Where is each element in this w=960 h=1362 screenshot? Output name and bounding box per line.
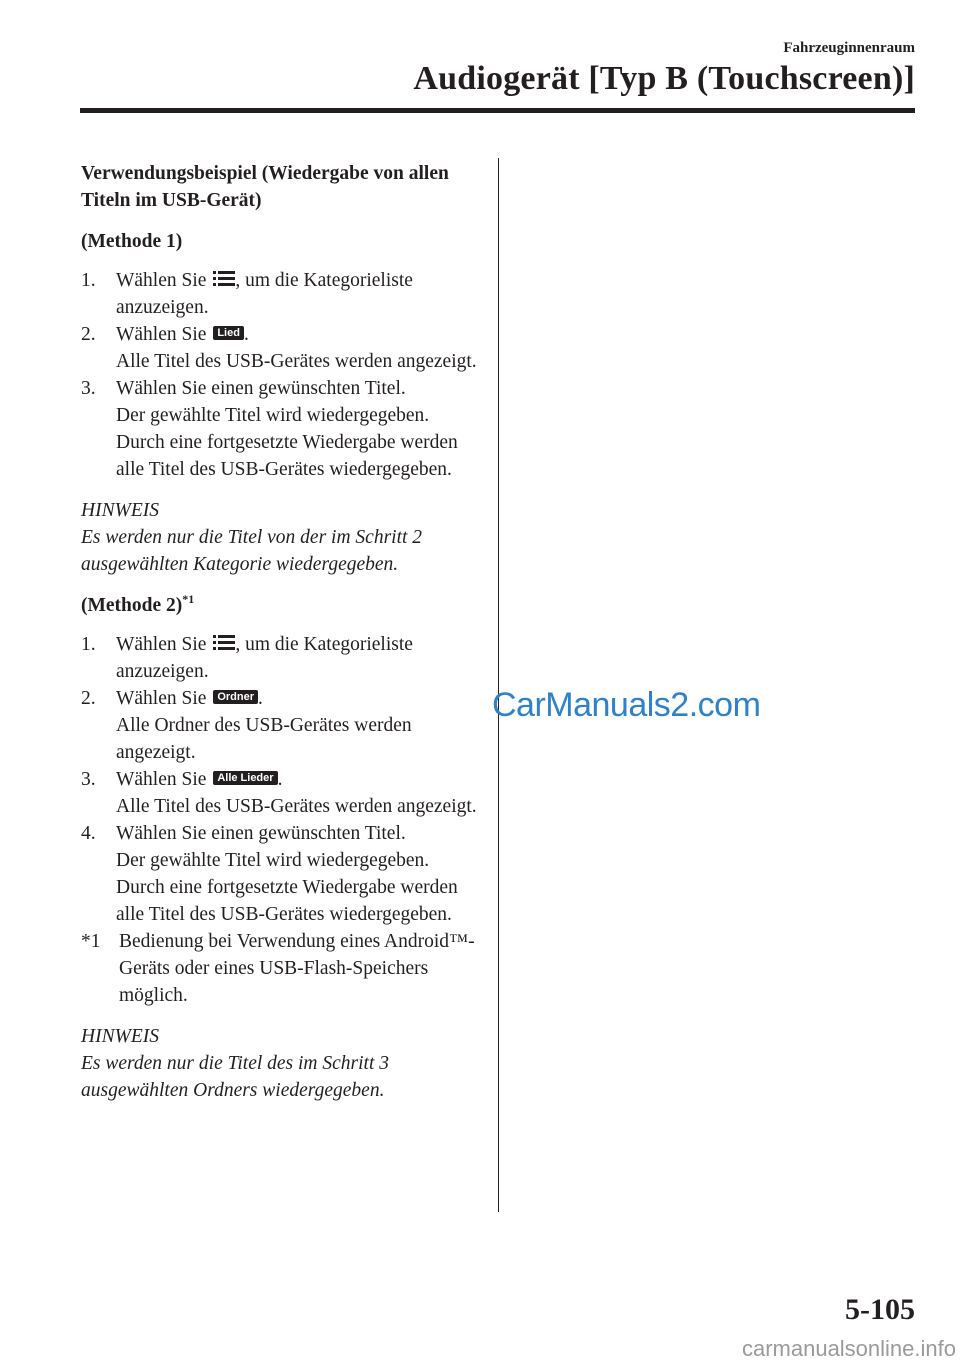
method1-title: (Methode 1) [81, 231, 183, 252]
step-text: . [277, 769, 283, 790]
footnote-reference: *1 [182, 592, 195, 606]
step-detail: Alle Titel des USB-Gerätes werden angezeigt. [116, 796, 477, 817]
method2-step-1 [81, 631, 481, 685]
header-rule [80, 108, 915, 113]
method1-step-3 [81, 375, 481, 483]
step-text: . [243, 324, 249, 345]
watermark: CarManuals2.com [492, 686, 761, 724]
step-detail: Der gewählte Titel wird wiedergegeben. Durch eine fortgesetzte Wiedergabe werden alle Titel des USB-Gerätes wiedergegeben. [116, 850, 458, 925]
list-icon [213, 268, 235, 285]
step-number: 3. [81, 769, 96, 790]
step-detail: Der gewählte Titel wird wiedergegeben. Durch eine fortgesetzte Wiedergabe werden alle Titel des USB-Gerätes wiedergegeben. [116, 405, 458, 480]
footnote [81, 928, 481, 1009]
step-text: Wählen Sie einen gewünschten Titel. [116, 378, 406, 399]
step-number: 3. [81, 378, 96, 399]
header-section: Fahrzeuginnenraum [783, 40, 915, 56]
page-number: 5-105 [845, 1293, 915, 1326]
step-number: 4. [81, 823, 96, 844]
main-content [81, 160, 481, 1104]
note-text: Es werden nur die Titel des im Schritt 3 ausgewählten Ordners wiedergegeben. [81, 1053, 390, 1101]
step-number: 2. [81, 688, 96, 709]
method1-step-1 [81, 267, 481, 321]
step-text: Wählen Sie [116, 769, 207, 790]
method2-step-2 [81, 685, 481, 766]
step-text: Wählen Sie [116, 324, 207, 345]
step-text: , um die Kategorieliste anzuzeigen. [116, 634, 413, 682]
step-text: Wählen Sie einen gewünschten Titel. [116, 823, 406, 844]
step-number: 1. [81, 634, 96, 655]
method2-step-4 [81, 820, 481, 928]
step-text: Wählen Sie [116, 688, 207, 709]
alle-lieder-button-image: Alle Lieder [213, 771, 277, 785]
note-title: HINWEIS [81, 500, 159, 521]
example-heading: Verwendungsbeispiel (Wiedergabe von allen Titeln im USB-Gerät) [81, 163, 449, 211]
step-text: Wählen Sie [116, 634, 207, 655]
step-text: . [258, 688, 263, 709]
method2-step-3 [81, 766, 481, 820]
method2-title [81, 592, 481, 619]
lied-button-image: Lied [213, 326, 244, 340]
step-text: , um die Kategorieliste anzuzeigen. [116, 270, 413, 318]
step-number: 1. [81, 270, 96, 291]
footnote-text: Bedienung bei Verwendung eines Android™-Geräts oder eines USB-Flash-Speichers möglich. [119, 931, 475, 1006]
footnote-mark: *1 [81, 931, 101, 952]
step-detail: Alle Ordner des USB-Gerätes werden angezeigt. [116, 715, 412, 763]
method1-step-2 [81, 321, 481, 375]
step-text: Wählen Sie [116, 270, 207, 291]
note-text: Es werden nur die Titel von der im Schritt 2 ausgewählten Kategorie wiedergegeben. [81, 527, 423, 575]
column-divider [498, 158, 499, 1212]
step-number: 2. [81, 324, 96, 345]
step-detail: Alle Titel des USB-Gerätes werden angezeigt. [116, 351, 477, 372]
method2-title-text: (Methode 2) [81, 595, 183, 616]
page-title: Audiogerät [Typ B (Touchscreen)] [413, 60, 915, 97]
list-icon [213, 632, 235, 649]
note-title: HINWEIS [81, 1026, 159, 1047]
ordner-button-image: Ordner [213, 690, 258, 704]
footer-site[interactable]: carmanualsonline.info [741, 1336, 956, 1361]
